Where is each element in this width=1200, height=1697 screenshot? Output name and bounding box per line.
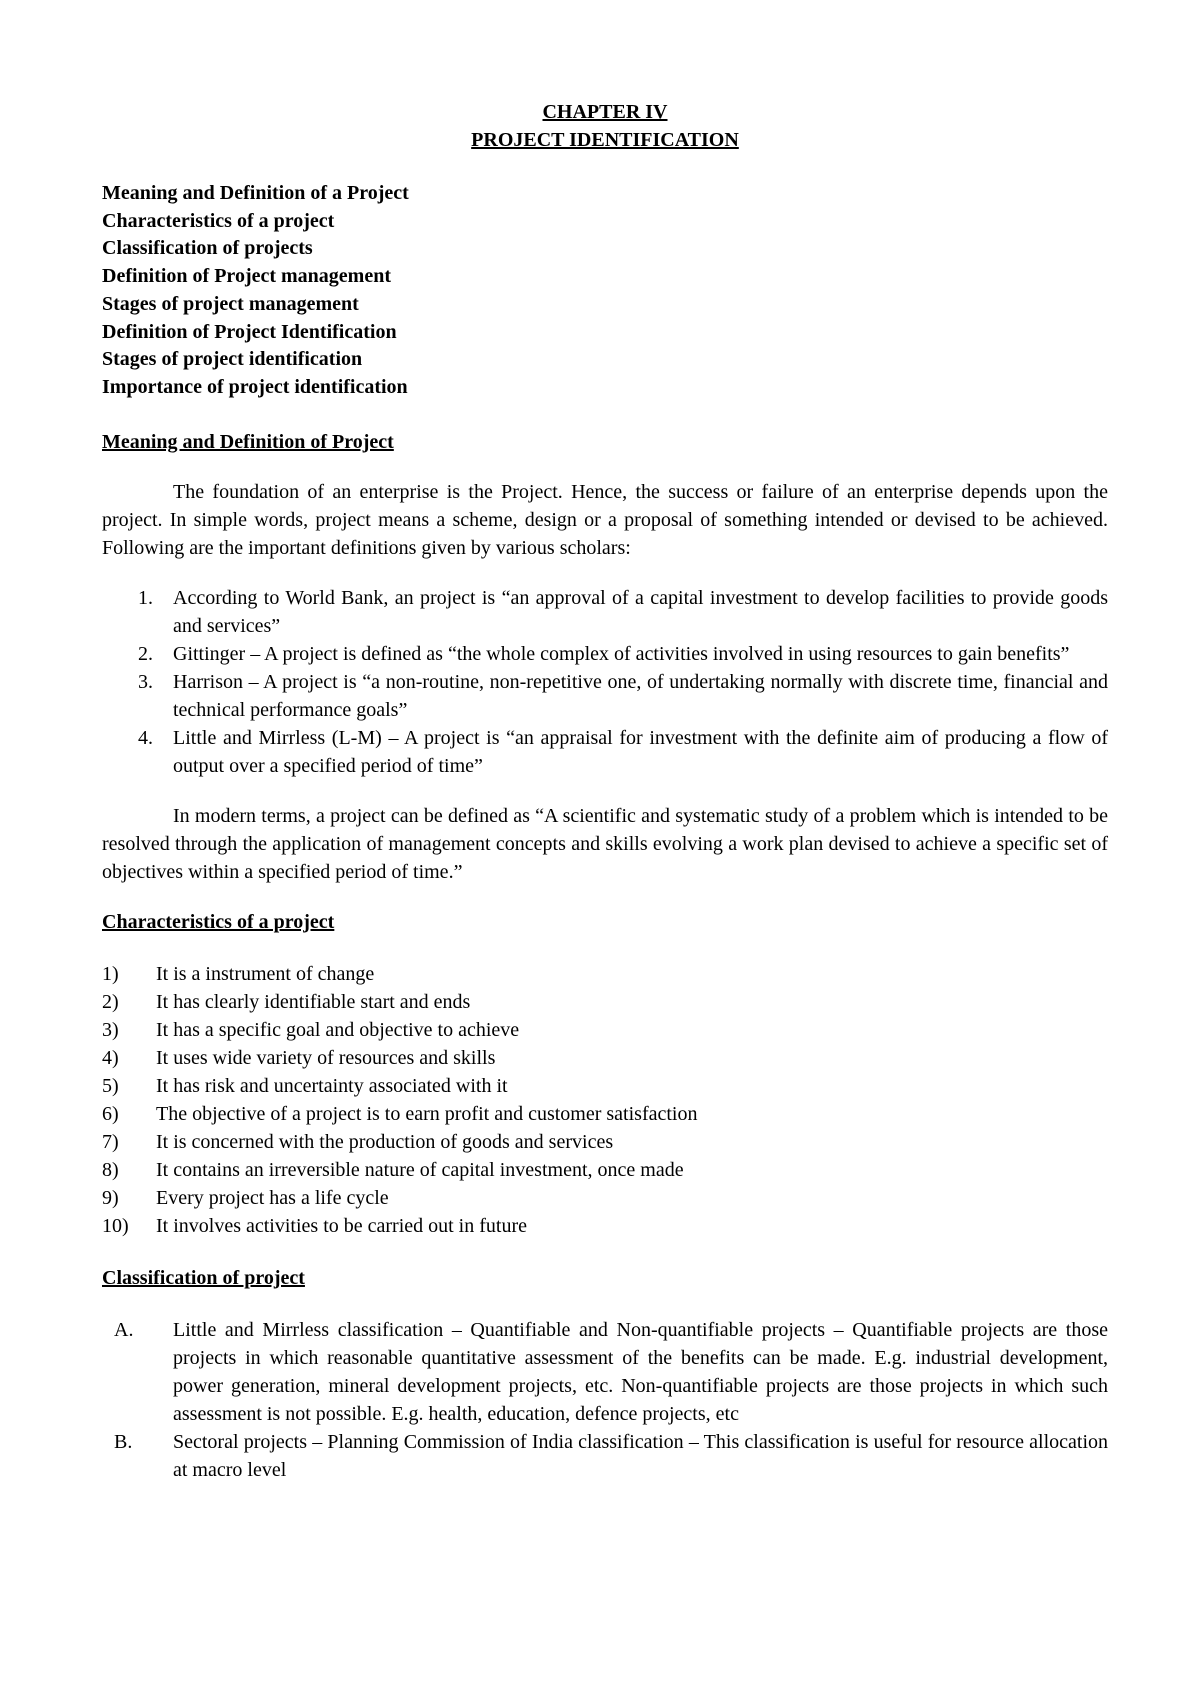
list-text: According to World Bank, an project is “an approval of a capital investment to develop facilities to provide goods and services” xyxy=(173,586,1108,637)
toc-item: Importance of project identification xyxy=(102,375,408,398)
list-number: 7) xyxy=(102,1130,119,1153)
list-text: It has clearly identifiable start and ends xyxy=(156,990,471,1013)
list-item xyxy=(102,1212,1108,1240)
list-number: 1) xyxy=(102,962,119,985)
list-item xyxy=(102,1100,1108,1128)
toc-item: Stages of project management xyxy=(102,292,359,315)
chapter-title: PROJECT IDENTIFICATION xyxy=(471,129,739,151)
list-text: Gittinger – A project is defined as “the whole complex of activities involved in using resources to gain benefits” xyxy=(173,642,1070,665)
list-number: 9) xyxy=(102,1186,119,1209)
list-text: It is concerned with the production of goods and services xyxy=(156,1130,614,1153)
list-text: It has risk and uncertainty associated with it xyxy=(156,1074,508,1097)
document-page xyxy=(102,98,1108,1484)
list-item xyxy=(102,1128,1108,1156)
classification-list xyxy=(102,1316,1108,1484)
list-number: 10) xyxy=(102,1214,129,1237)
toc-item: Definition of Project Identification xyxy=(102,320,397,343)
list-number: A. xyxy=(114,1318,134,1341)
list-item xyxy=(102,1316,1108,1428)
list-number: 1. xyxy=(138,586,153,609)
list-number: 5) xyxy=(102,1074,119,1097)
toc-item: Stages of project identification xyxy=(102,348,363,371)
toc-item: Definition of Project management xyxy=(102,265,392,288)
toc-item: Characteristics of a project xyxy=(102,209,335,232)
list-number: B. xyxy=(114,1430,133,1453)
list-number: 3) xyxy=(102,1018,119,1041)
list-text: Harrison – A project is “a non-routine, non-repetitive one, of undertaking normally with discrete time, financial and technical performance goals” xyxy=(173,670,1108,721)
characteristics-list xyxy=(102,960,1108,1240)
intro-paragraph: The foundation of an enterprise is the Project. Hence, the success or failure of an enterprise depends upon the project. In simple words, project means a scheme, design or a proposal of something intended or devised to be achieved. Following are the important definitions given by various scholars: xyxy=(102,480,1108,559)
list-text: It has a specific goal and objective to achieve xyxy=(156,1018,520,1041)
list-text: The objective of a project is to earn profit and customer satisfaction xyxy=(156,1102,698,1125)
list-item xyxy=(102,1156,1108,1184)
section-heading-meaning: Meaning and Definition of Project xyxy=(102,430,394,453)
chapter-number: CHAPTER IV xyxy=(542,101,668,123)
list-text: It involves activities to be carried out in future xyxy=(156,1214,527,1237)
list-item xyxy=(102,724,1108,780)
list-text: Little and Mirrless (L-M) – A project is “an appraisal for investment with the definite aim of producing a flow of output over a specified period of time” xyxy=(173,726,1108,777)
list-item xyxy=(102,988,1108,1016)
list-item xyxy=(102,584,1108,640)
table-of-contents xyxy=(102,180,1108,402)
section-heading-characteristics: Characteristics of a project xyxy=(102,910,335,933)
modern-definition-paragraph: In modern terms, a project can be defined as “A scientific and systematic study of a problem which is intended to be resolved through the application of management concepts and skills evolving a work plan devised to achieve a specific set of objectives within a specified period of time.” xyxy=(102,804,1108,883)
list-text: Little and Mirrless classification – Quantifiable and Non-quantifiable projects – Quantifiable projects are those projects in which reasonable quantitative assessment of the benefits can be made. E.g. industrial development, power generation, mineral development projects, etc. Non-quantifiable projects are those projects in which such assessment is not possible. E.g. health, education, defence projects, etc xyxy=(173,1318,1108,1425)
section-heading-classification: Classification of project xyxy=(102,1266,305,1289)
list-item xyxy=(102,1016,1108,1044)
list-number: 2) xyxy=(102,990,119,1013)
list-item xyxy=(102,1184,1108,1212)
definitions-list xyxy=(102,584,1108,780)
list-item xyxy=(102,960,1108,988)
list-number: 6) xyxy=(102,1102,119,1125)
toc-item: Classification of projects xyxy=(102,237,313,260)
list-item xyxy=(102,1044,1108,1072)
list-number: 8) xyxy=(102,1158,119,1181)
list-text: It is a instrument of change xyxy=(156,962,375,985)
list-text: Sectoral projects – Planning Commission of India classification – This classification is useful for resource allocation at macro level xyxy=(173,1430,1108,1481)
list-number: 4) xyxy=(102,1046,119,1069)
list-number: 2. xyxy=(138,642,153,665)
list-item xyxy=(102,1428,1108,1484)
list-item xyxy=(102,668,1108,724)
toc-item: Meaning and Definition of a Project xyxy=(102,182,409,204)
list-text: It uses wide variety of resources and skills xyxy=(156,1046,496,1069)
list-text: It contains an irreversible nature of capital investment, once made xyxy=(156,1158,684,1181)
list-text: Every project has a life cycle xyxy=(156,1186,389,1209)
list-number: 4. xyxy=(138,726,153,749)
list-item xyxy=(102,1072,1108,1100)
list-number: 3. xyxy=(138,670,153,693)
list-item xyxy=(102,640,1108,668)
